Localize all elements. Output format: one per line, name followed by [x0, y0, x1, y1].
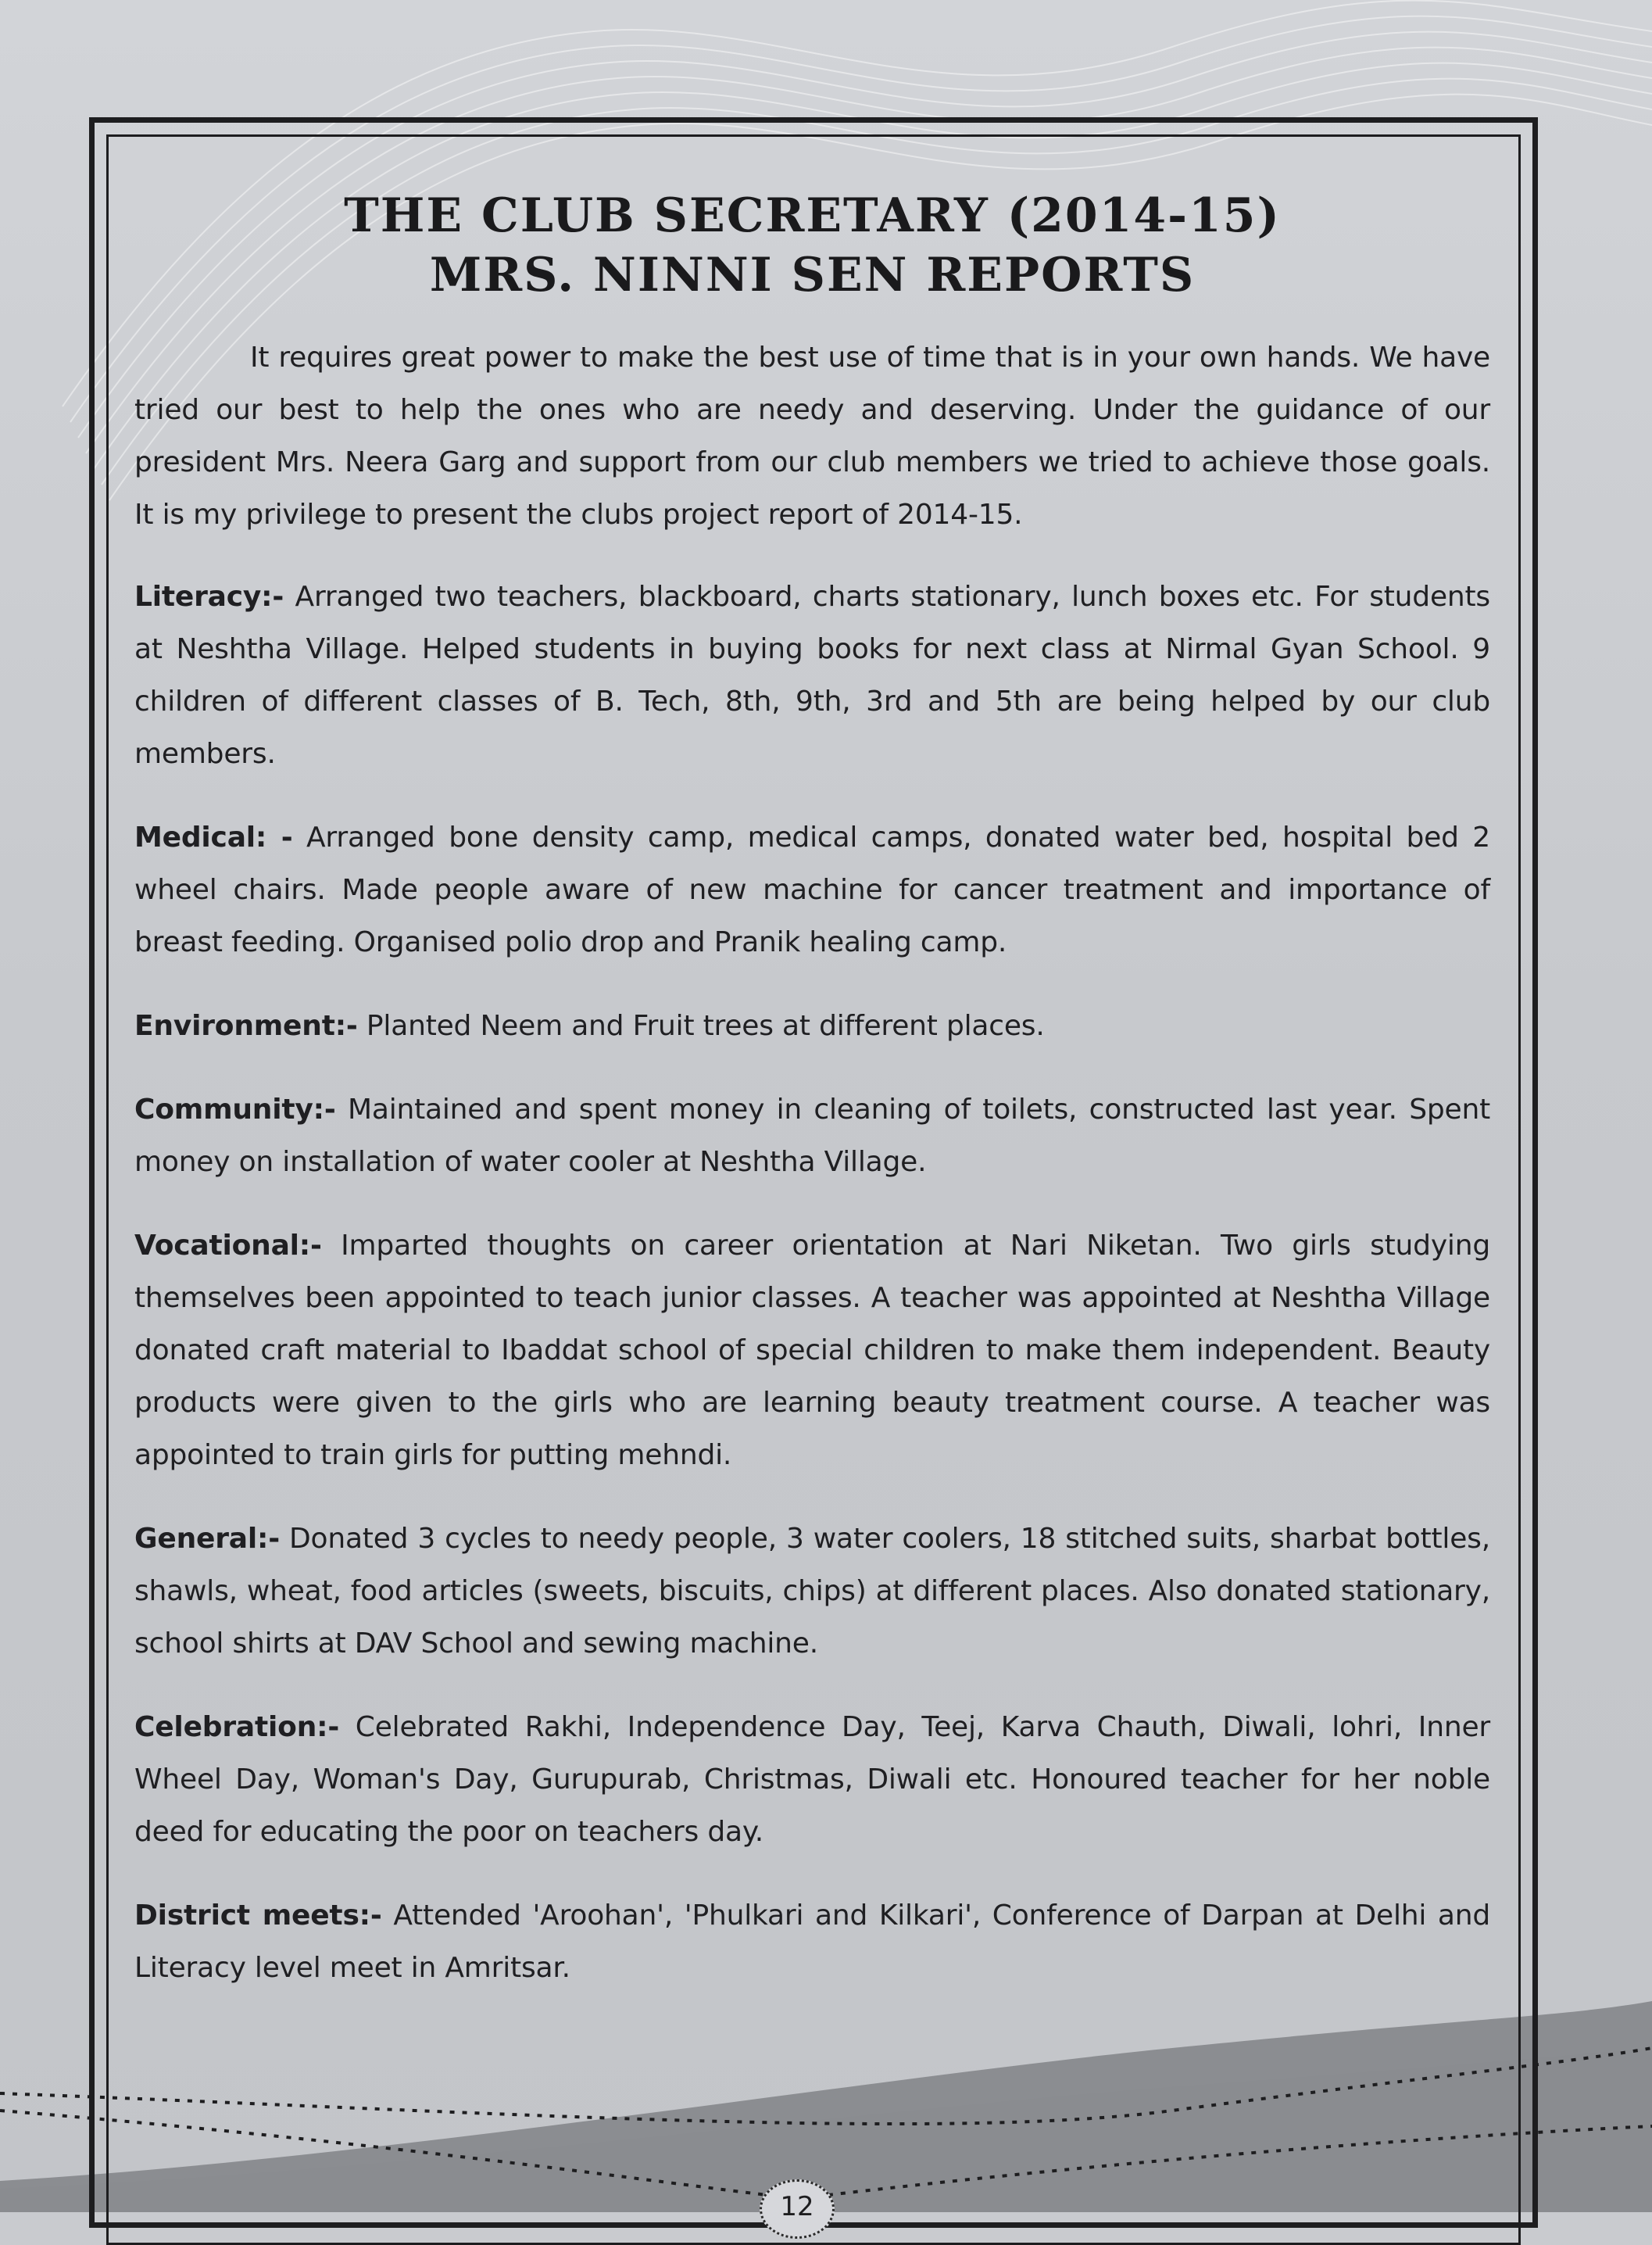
title-line-1: THE CLUB SECRETARY (2014-15): [344, 188, 1281, 243]
section-environment: [134, 1000, 1490, 1052]
section-vocational: [134, 1219, 1490, 1481]
section-label: Celebration:-: [134, 1711, 340, 1743]
section-text: Attended 'Aroohan', 'Phulkari and Kilkari', Conference of Darpan at Delhi and Literacy level meet in Amritsar.: [134, 1899, 1490, 1984]
report-sections: [134, 571, 1490, 1994]
section-label: Community:-: [134, 1094, 336, 1126]
intro-paragraph: It requires great power to make the best use of time that is in your own hands. We have tried our best to help the ones who are needy and deserving. Under the guidance of our president Mrs. Neera Garg and support from our club members we tried to achieve those goals. It is my privilege to present the clubs project report of 2014-15.: [134, 342, 1490, 531]
page-number: 12: [760, 2179, 835, 2239]
section-community: [134, 1083, 1490, 1188]
title-line-2: MRS. NINNI SEN REPORTS: [429, 248, 1196, 303]
section-celebration: [134, 1701, 1490, 1858]
section-label: District meets:-: [134, 1899, 382, 1932]
section-literacy: [134, 571, 1490, 780]
section-general: [134, 1513, 1490, 1670]
section-text: Donated 3 cycles to needy people, 3 water coolers, 18 stitched suits, sharbat bottles, shawls, wheat, food articles (sweets, biscuits, chips) at different places. Also donated stationary, school shirts at DAV School and sewing machine.: [134, 1523, 1490, 1660]
section-label: Medical: -: [134, 822, 293, 854]
section-text: Planted Neem and Fruit trees at different places.: [366, 1010, 1045, 1042]
section-label: Vocational:-: [134, 1230, 322, 1262]
section-label: Literacy:-: [134, 581, 284, 613]
section-district-meets: [134, 1889, 1490, 1994]
section-label: General:-: [134, 1523, 280, 1555]
page-title: [134, 186, 1490, 305]
section-text: Imparted thoughts on career orientation at Nari Niketan. Two girls studying themselves been appointed to teach junior classes. A teacher was appointed at Neshtha Village donated craft material to Ibaddat school of special children to make them independent. Beauty products were given to the girls who are learning beauty treatment course. A teacher was appointed to train girls for putting mehndi.: [134, 1230, 1490, 1471]
section-text: Celebrated Rakhi, Independence Day, Teej, Karva Chauth, Diwali, lohri, Inner Wheel Day, Woman's Day, Gurupurab, Christmas, Diwali etc. Honoured teacher for her noble deed for educating the poor on teachers day.: [134, 1711, 1490, 1848]
section-label: Environment:-: [134, 1010, 358, 1042]
section-text: Arranged bone density camp, medical camps, donated water bed, hospital bed 2 wheel chairs. Made people aware of new machine for cancer treatment and importance of breast feeding. Organised polio drop and Pranik healing camp.: [134, 822, 1490, 958]
section-text: Maintained and spent money in cleaning of toilets, constructed last year. Spent money on installation of water cooler at Neshtha Village.: [134, 1094, 1490, 1178]
section-medical: [134, 811, 1490, 969]
report-content: [134, 186, 1490, 2025]
section-text: Arranged two teachers, blackboard, charts stationary, lunch boxes etc. For students at Neshtha Village. Helped students in buying books for next class at Nirmal Gyan School. 9 children of different classes of B. Tech, 8th, 9th, 3rd and 5th are being helped by our club members.: [134, 581, 1490, 770]
